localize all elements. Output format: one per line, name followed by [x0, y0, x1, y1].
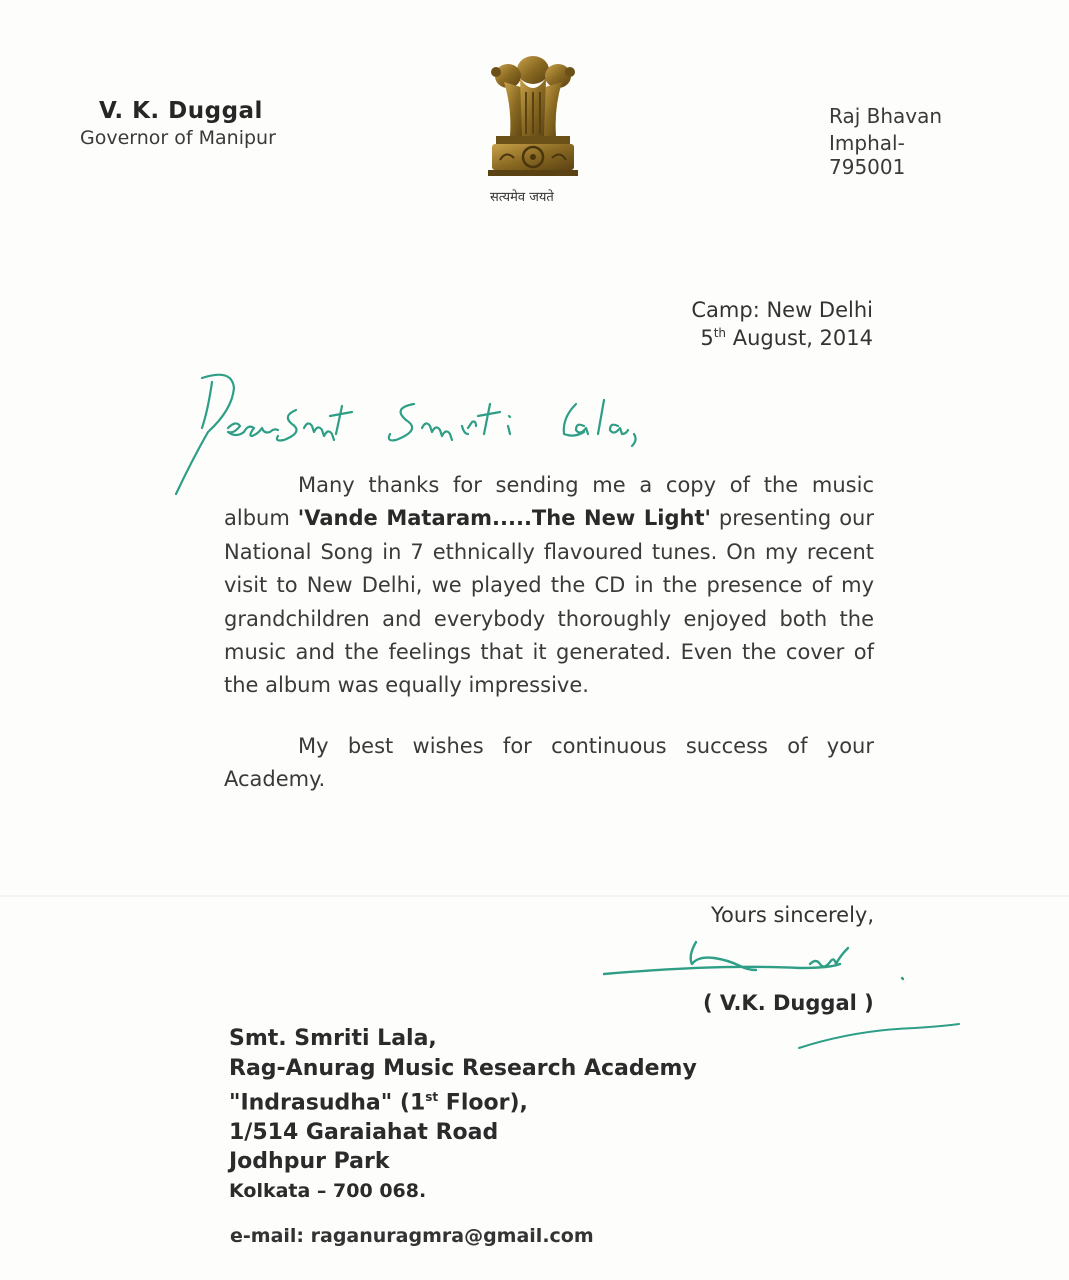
signature-underline: [795, 1016, 965, 1056]
body-paragraph-2: My best wishes for continuous success of your Academy.: [224, 734, 874, 792]
handwritten-signature: [600, 930, 930, 990]
body-paragraph-1: Many thanks for sending me a copy of the music album 'Vande Mataram.....The New Light' presenting our National Song in 7 ethnically flavoured tunes. On my recent visit to New Delhi, we played the CD in the presence of my grandchildren and everybody thoroughly enjoyed both the music and the feelings that it generated. Even the cover of the album was equally impressive.: [224, 473, 875, 698]
recipient-address-block: [229, 1024, 697, 1206]
signed-name: ( V.K. Duggal ): [703, 991, 874, 1015]
letter-date: 5th August, 2014: [700, 326, 873, 350]
recipient-name: Smt. Smriti Lala,: [229, 1026, 437, 1051]
recipient-city: Kolkata – 700 068.: [229, 1179, 427, 1202]
camp-location: Camp: New Delhi: [691, 298, 873, 322]
valediction: Yours sincerely,: [711, 903, 875, 927]
recipient-organization: Rag-Anurag Music Research Academy: [229, 1055, 697, 1081]
fold-line: [0, 895, 1069, 897]
address-line-2: Imphal- 795001: [829, 131, 906, 179]
address-line-1: Raj Bhavan: [829, 104, 943, 128]
recipient-building: "Indrasudha" (1st Floor),: [229, 1090, 528, 1116]
recipient-email: e-mail: raganuragmra@gmail.com: [230, 1225, 594, 1247]
sender-name: V. K. Duggal: [99, 98, 263, 124]
national-emblem-icon: [482, 48, 584, 188]
sender-title: Governor of Manipur: [80, 127, 276, 149]
emblem-motto: सत्यमेव जयते: [490, 190, 554, 205]
album-title: 'Vande Mataram.....The New Light': [297, 506, 711, 531]
recipient-street: 1/514 Garaiahat Road: [229, 1119, 499, 1145]
recipient-area: Jodhpur Park: [229, 1149, 390, 1175]
